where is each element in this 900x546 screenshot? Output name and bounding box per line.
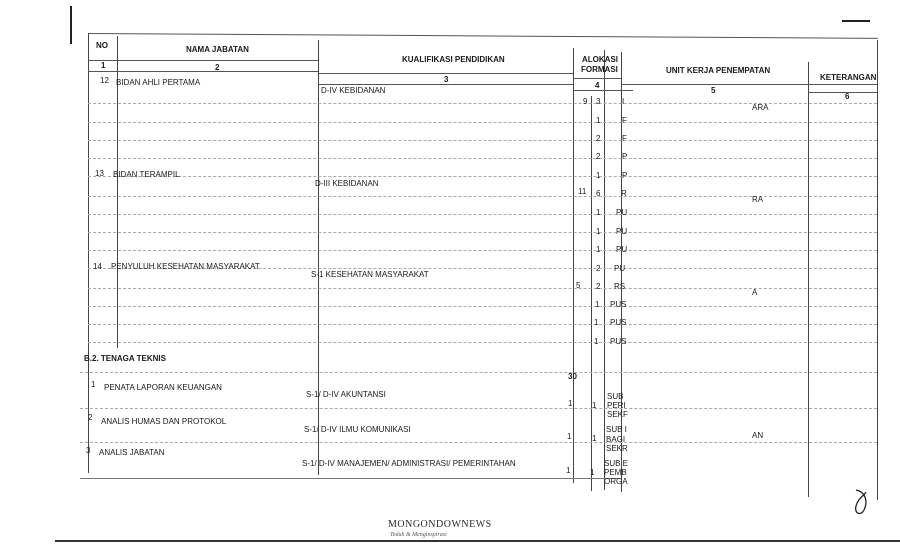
header-subline: [88, 60, 318, 61]
row-alloc: 1: [592, 434, 597, 443]
row-separator: [88, 306, 877, 307]
header-unit-kerja: UNIT KERJA PENEMPATAN: [666, 66, 771, 75]
table-left-border: [88, 33, 89, 473]
row-total: 5: [576, 281, 581, 290]
col-divider-alok-inner: [590, 96, 595, 491]
col-divider-alok: [604, 50, 605, 490]
unit-fragment-right: RA: [752, 195, 764, 204]
header-col-num-3: 3: [444, 75, 449, 84]
row-separator: [88, 158, 877, 159]
row-separator: [88, 250, 877, 251]
unit-fragment: SEKF: [607, 410, 628, 419]
header-no: NO: [96, 41, 108, 50]
col-divider-kual: [573, 48, 574, 483]
row-total: 9: [583, 97, 588, 106]
table-top-border: [88, 33, 878, 39]
header-col-num-1: 1: [101, 61, 106, 70]
row-alloc: 1: [592, 401, 597, 410]
sub-alloc: 2: [596, 264, 601, 273]
row-nama: BIDAN AHLI PERTAMA: [116, 78, 201, 87]
row-nama: BIDAN TERAMPIL: [113, 170, 180, 179]
header-alokasi-1: ALOKASI: [582, 55, 618, 64]
unit-fragment: P: [622, 152, 628, 161]
row-separator: [88, 176, 877, 177]
unit-fragment: RS: [614, 282, 626, 291]
row-kualifikasi: S-1/ D-IV AKUNTANSI: [306, 390, 386, 399]
header-bottom-alok: [573, 90, 633, 91]
sub-alloc: 2: [596, 282, 601, 291]
header-subline-kual: [318, 73, 573, 74]
header-alokasi-2: FORMASI: [581, 65, 618, 74]
unit-fragment-right: A: [752, 288, 758, 297]
sub-alloc: 6: [596, 189, 601, 198]
unit-fragment: PERI: [607, 401, 626, 410]
sub-alloc: 1: [596, 171, 601, 180]
section-title: B.2. TENAGA TEKNIS: [84, 354, 166, 363]
sub-alloc: 1: [595, 300, 600, 309]
row-alloc: 1: [590, 468, 595, 477]
row-kualifikasi: S-1 KESEHATAN MASYARAKAT: [311, 270, 429, 279]
row-no: 1: [91, 380, 96, 389]
unit-fragment: BAGI: [606, 435, 626, 444]
unit-fragment: I: [622, 97, 625, 106]
sub-alloc: 3: [596, 97, 601, 106]
row-no: 12: [100, 76, 109, 85]
unit-fragment: F: [622, 116, 627, 125]
unit-fragment: PU: [614, 264, 626, 273]
row-nama: PENATA LAPORAN KEUANGAN: [104, 383, 222, 392]
row-nama: ANALIS HUMAS DAN PROTOKOL: [101, 417, 227, 426]
unit-fragment: P: [622, 171, 628, 180]
unit-fragment: PU: [616, 227, 628, 236]
unit-fragment: SEKR: [606, 444, 628, 453]
header-bottom-unit: [808, 92, 877, 93]
unit-fragment: PU: [616, 208, 628, 217]
header-bottom-kual: [318, 84, 573, 85]
sub-alloc: 1: [596, 208, 601, 217]
row-separator: [80, 408, 877, 409]
row-kualifikasi: D-III KEBIDANAN: [315, 179, 379, 188]
header-col-num-2: 2: [215, 63, 220, 72]
row-separator: [88, 214, 877, 215]
header-col-num-6: 6: [845, 92, 850, 101]
row-no: 3: [86, 446, 91, 455]
row-nama: ANALIS JABATAN: [99, 448, 165, 457]
unit-fragment-right: AN: [752, 431, 764, 440]
unit-fragment: SUB: [607, 392, 624, 401]
row-kualifikasi: D-IV KEBIDANAN: [321, 86, 386, 95]
unit-fragment: PU: [616, 245, 628, 254]
sub-alloc: 1: [596, 227, 601, 236]
unit-fragment: R: [621, 189, 627, 198]
unit-fragment: PUS: [610, 337, 627, 346]
header-subline-alok: [573, 78, 621, 79]
sub-alloc: 1: [596, 245, 601, 254]
row-kualifikasi: S-1/ D-IV MANAJEMEN/ ADMINISTRASI/ PEMERINTAHAN: [302, 459, 516, 468]
unit-fragment: PUS: [610, 318, 627, 327]
header-keterangan: KETERANGAN: [820, 73, 877, 82]
unit-fragment: SUB I: [606, 425, 627, 434]
scan-edge-mark: [70, 6, 72, 44]
row-separator: [80, 442, 877, 443]
row-total: 1: [568, 399, 573, 408]
scan-corner-mark: [852, 488, 872, 518]
unit-fragment: PUS: [610, 300, 627, 309]
footer-brand: MONGONDOWNEWS: [388, 519, 492, 530]
sub-alloc: 2: [596, 134, 601, 143]
row-separator: [88, 288, 877, 289]
footer-tagline: Teduh & Menginspirasi: [390, 532, 447, 538]
row-separator: [80, 372, 877, 373]
footer-rule: [55, 540, 900, 542]
unit-fragment: F: [622, 134, 627, 143]
header-subline-unit: [621, 84, 877, 85]
sub-alloc: 2: [596, 152, 601, 161]
table-right-border: [877, 40, 878, 500]
row-total: 1: [566, 466, 571, 475]
row-separator: [88, 140, 877, 141]
header-bottom: [88, 71, 318, 72]
sub-alloc: 1: [594, 337, 599, 346]
unit-fragment: ORGA: [604, 477, 628, 486]
row-no: 13: [95, 169, 104, 178]
row-no: 14: [93, 262, 102, 271]
header-kualifikasi: KUALIFIKASI PENDIDIKAN: [402, 55, 505, 64]
row-separator: [88, 232, 877, 233]
table-bottom-border: [80, 478, 620, 479]
col-divider-nama: [318, 40, 319, 475]
sub-alloc: 1: [594, 318, 599, 327]
row-nama: PENYULUH KESEHATAN MASYARAKAT: [111, 262, 260, 271]
row-kualifikasi: S-1/ D-IV ILMU KOMUNIKASI: [304, 425, 411, 434]
unit-fragment-right: ARA: [752, 103, 769, 112]
section-total: 30: [568, 372, 577, 381]
row-no: 2: [88, 413, 93, 422]
row-separator: [88, 324, 877, 325]
scan-edge-mark-top-right: [842, 20, 870, 22]
unit-fragment: SUB E: [604, 459, 629, 468]
row-total: 11: [578, 187, 587, 196]
header-col-num-4: 4: [595, 81, 600, 90]
unit-fragment: PEMB: [604, 468, 627, 477]
header-nama-jabatan: NAMA JABATAN: [186, 45, 249, 54]
header-col-num-5: 5: [711, 86, 716, 95]
sub-alloc: 1: [596, 116, 601, 125]
row-separator: [88, 342, 877, 343]
col-divider-unit-right: [808, 62, 809, 497]
row-separator: [88, 122, 877, 123]
row-total: 1: [567, 432, 572, 441]
